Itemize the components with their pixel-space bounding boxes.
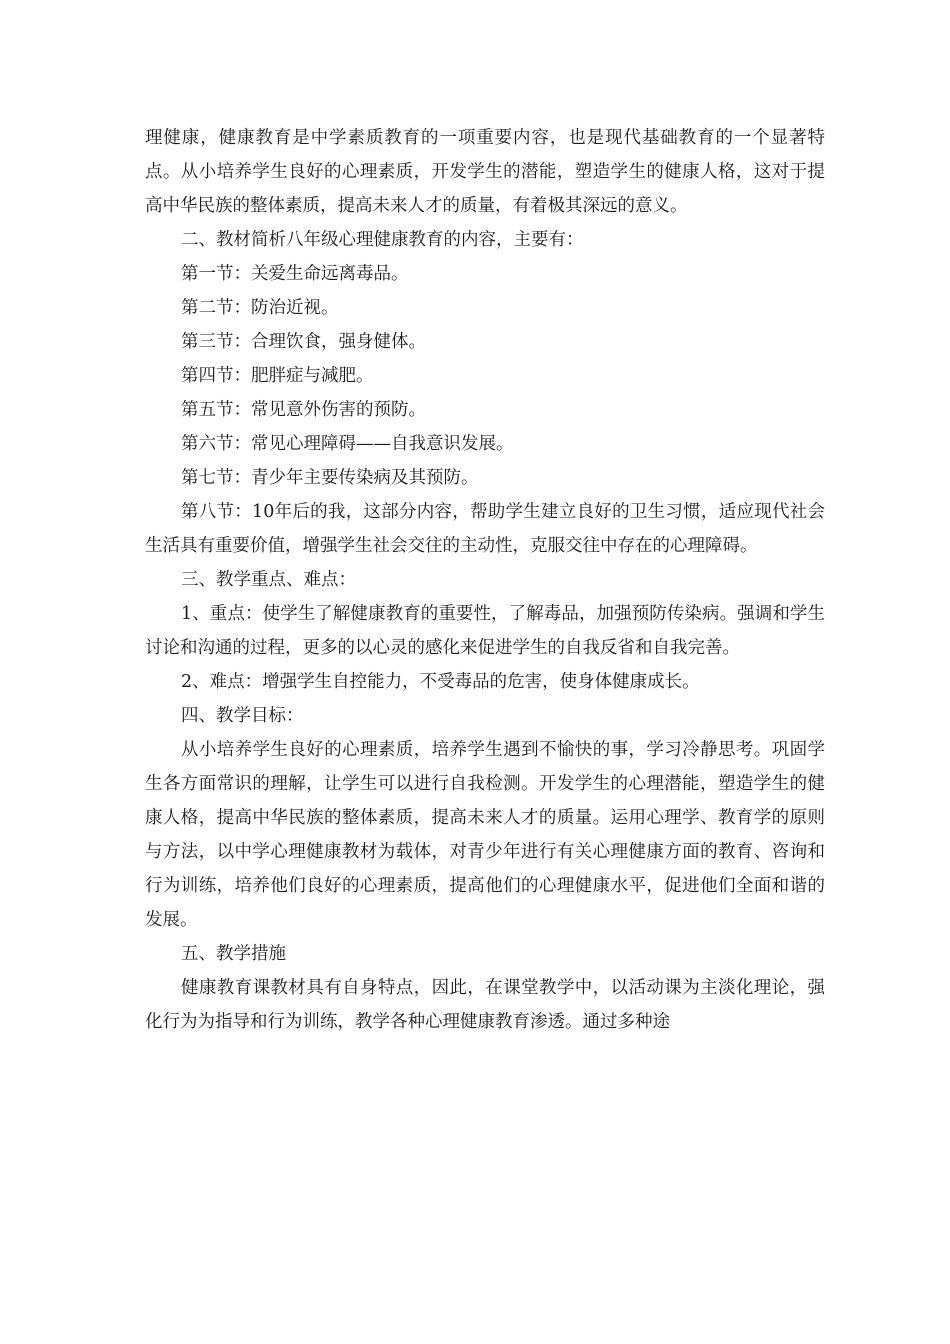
key-point-paragraph: 1、重点：使学生了解健康教育的重要性，了解毒品，加强预防传染病。强调和学生讨论和沟通的过程，更多的以心灵的感化来促进学生的自我反省和自我完善。 (145, 604, 825, 658)
section-item-7: 第七节：青少年主要传染病及其预防。 (181, 468, 479, 488)
section-item-5: 第五节：常见意外伤害的预防。 (181, 400, 426, 420)
difficulty-paragraph: 2、难点：增强学生自控能力，不受毒品的危害，使身体健康成长。 (181, 672, 700, 692)
heading-teaching-goals: 四、教学目标： (181, 706, 304, 726)
section-item-6: 第六节：常见心理障碍——自我意识发展。 (181, 434, 514, 454)
section-item-1: 第一节：关爱生命远离毒品。 (181, 264, 409, 284)
heading-key-points: 三、教学重点、难点： (181, 570, 356, 590)
document-page (145, 121, 825, 1039)
teaching-goals-paragraph: 从小培养学生良好的心理素质，培养学生遇到不愉快的事，学习冷静思考。巩固学生各方面常识的理解，让学生可以进行自我检测。开发学生的心理潜能，塑造学生的健康人格，提高中华民族的整体素质，提高未来人才的质量。运用心理学、教育学的原则与方法，以中学心理健康教材为载体，对青少年进行有关心理健康方面的教育、咨询和行为训练，培养他们良好的心理素质，提高他们的心理健康水平，促进他们全面和谐的发展。 (145, 740, 825, 930)
heading-teaching-measures: 五、教学措施 (181, 944, 286, 964)
paragraph-intro-continuation: 理健康，健康教育是中学素质教育的一项重要内容，也是现代基础教育的一个显著特点。从小培养学生良好的心理素质，开发学生的潜能，塑造学生的健康人格，这对于提高中华民族的整体素质，提高未来人才的质量，有着极其深远的意义。 (145, 128, 825, 216)
section-item-4: 第四节：肥胖症与减肥。 (181, 366, 374, 386)
section-item-2: 第二节：防治近视。 (181, 298, 339, 318)
section-item-8: 第八节：10年后的我，这部分内容，帮助学生建立良好的卫生习惯，适应现代社会生活具有重要价值，增强学生社会交往的主动性，克服交往中存在的心理障碍。 (145, 502, 825, 556)
section-item-3: 第三节：合理饮食，强身健体。 (181, 332, 426, 352)
teaching-measures-paragraph: 健康教育课教材具有自身特点，因此，在课堂教学中，以活动课为主淡化理论，强化行为为指导和行为训练，教学各种心理健康教育渗透。通过多种途 (145, 978, 825, 1032)
heading-textbook-analysis: 二、教材简析八年级心理健康教育的内容，主要有： (181, 230, 584, 250)
